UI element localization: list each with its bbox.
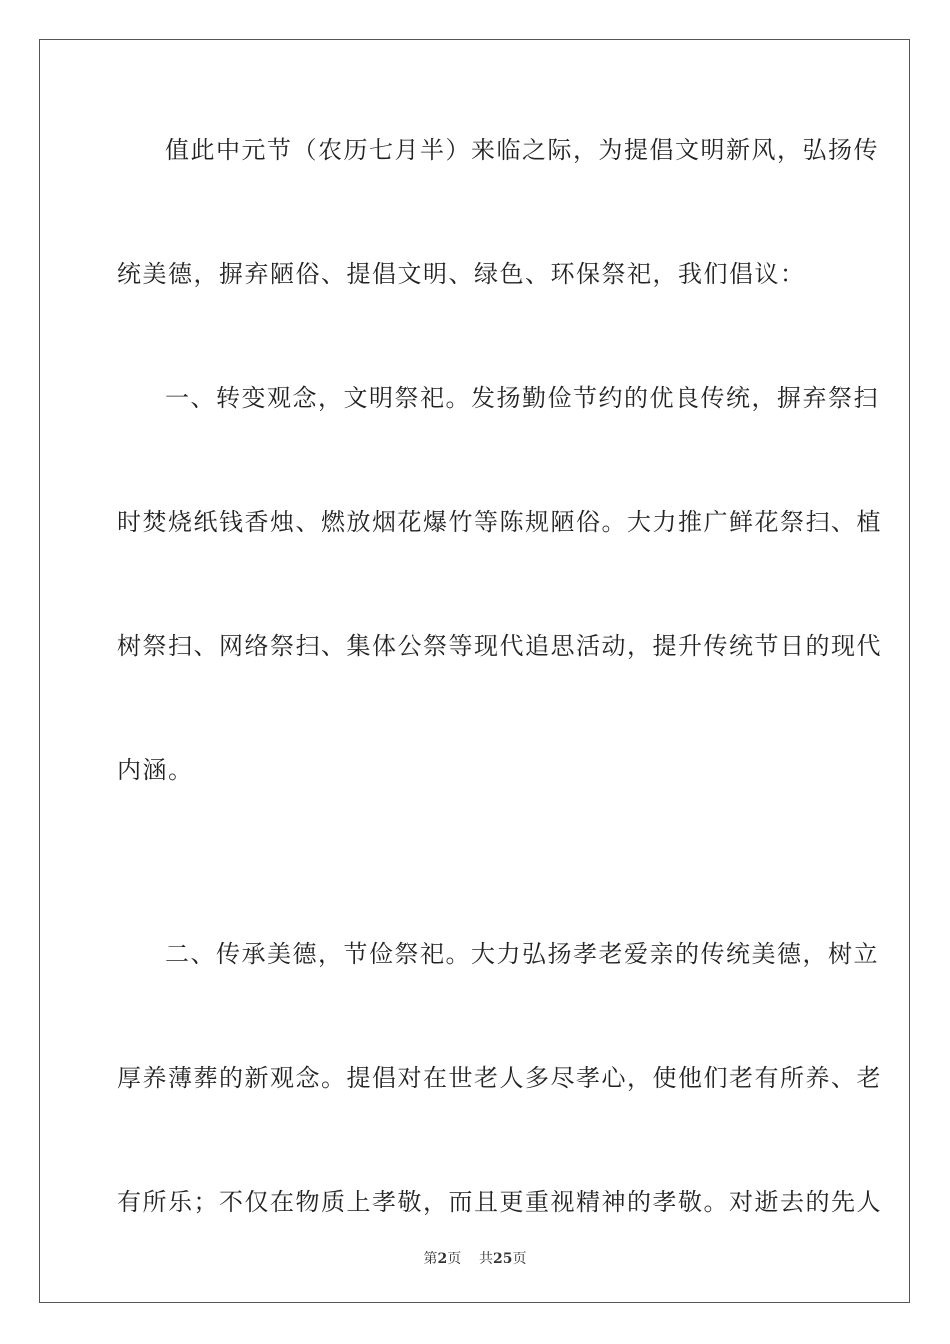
page-prefix: 第 [423,1251,438,1267]
paragraph-line: 厚养薄葬的新观念。提倡对在世老人多尽孝心，使他们老有所养、老 [117,1064,882,1092]
total-pages-number: 25 [493,1251,513,1267]
total-prefix: 共 [479,1251,494,1267]
total-suffix: 页 [512,1251,527,1267]
paragraph-line: 二、传承美德，节俭祭祀。大力弘扬孝老爱亲的传统美德，树立 [165,940,879,968]
paragraph-line: 统美德，摒弃陋俗、提倡文明、绿色、环保祭祀，我们倡议： [117,260,806,288]
page-suffix: 页 [447,1251,462,1267]
paragraph-line: 值此中元节（农历七月半）来临之际，为提倡文明新风，弘扬传 [165,136,879,164]
document-body [117,120,882,1296]
current-page-number: 2 [437,1251,448,1267]
paragraph-line: 时焚烧纸钱香烛、燃放烟花爆竹等陈规陋俗。大力推广鲜花祭扫、植 [117,508,882,536]
paragraph-line: 树祭扫、网络祭扫、集体公祭等现代追思活动，提升传统节日的现代 [117,632,882,660]
paragraph-line: 内涵。 [117,756,194,784]
page-footer [0,1248,950,1268]
paragraph-line: 一、转变观念，文明祭祀。发扬勤俭节约的优良传统，摒弃祭扫 [165,384,879,412]
paragraph-line: 有所乐；不仅在物质上孝敬，而且更重视精神的孝敬。对逝去的先人 [117,1188,882,1216]
